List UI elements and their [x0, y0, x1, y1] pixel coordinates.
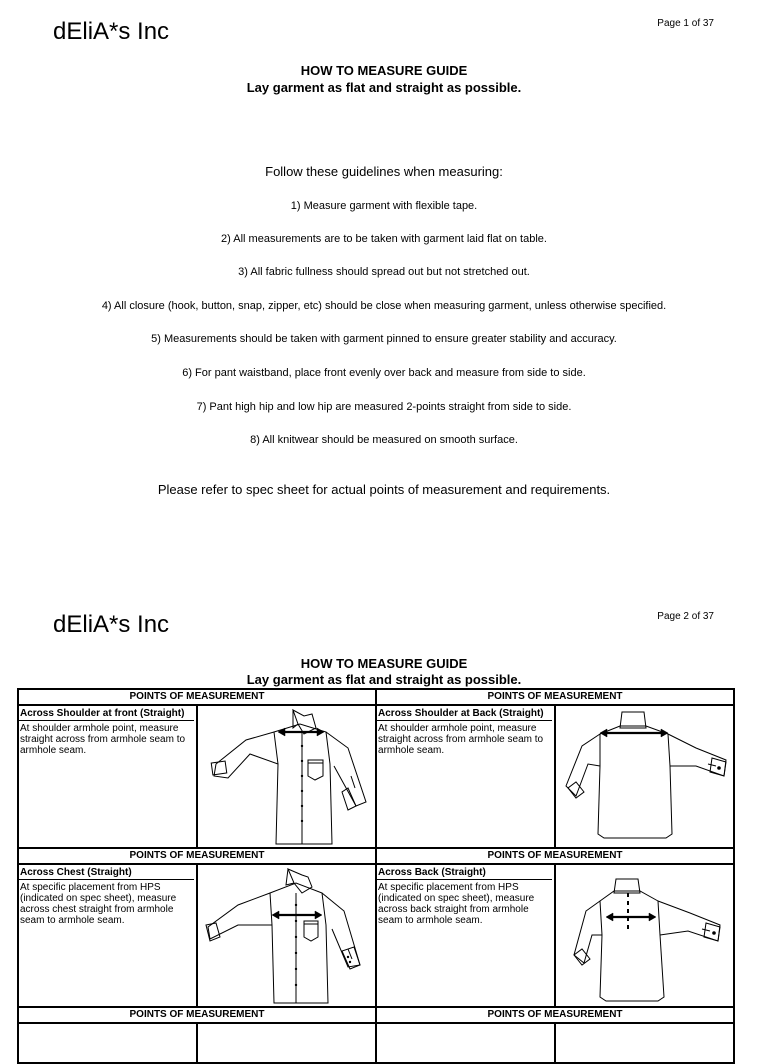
shirt-front-chest-diagram — [197, 864, 376, 1007]
pom-description — [18, 864, 197, 1007]
pom-header: POINTS OF MEASUREMENT — [376, 1007, 734, 1023]
shirt-back-icon — [556, 865, 733, 1006]
pom-instructions: At shoulder armhole point, measure straight across from armhole seam to armhole seam. — [20, 723, 186, 756]
pom-description — [18, 1023, 197, 1063]
pom-title: Across Shoulder at front (Straight) — [19, 706, 194, 721]
company-name: dEliA*s Inc — [53, 611, 170, 638]
points-of-measurement-table — [17, 688, 735, 1064]
guidelines-intro: Follow these guidelines when measuring: — [265, 164, 503, 179]
guide-subtitle: Lay garment as flat and straight as possible. — [246, 80, 522, 95]
guideline-item: 7) Pant high hip and low hip are measured 2-points straight from side to side. — [196, 401, 572, 413]
guideline-item: 1) Measure garment with flexible tape. — [290, 200, 478, 212]
guide-title: HOW TO MEASURE GUIDE — [300, 656, 468, 671]
pom-header: POINTS OF MEASUREMENT — [376, 848, 734, 864]
closing-note: Please refer to spec sheet for actual points of measurement and requirements. — [157, 482, 611, 497]
guideline-item: 8) All knitwear should be measured on smooth surface. — [250, 434, 518, 446]
pom-title: Across Shoulder at Back (Straight) — [377, 706, 552, 721]
shirt-back-icon — [556, 706, 733, 847]
pom-description — [376, 705, 555, 848]
pom-title: Across Back (Straight) — [377, 865, 552, 880]
pom-instructions: At specific placement from HPS (indicated on spec sheet), measure across back straight from armhole seam to armhole seam. — [378, 882, 535, 926]
pom-illustration-cell — [555, 1023, 734, 1063]
shirt-back-across-diagram — [555, 864, 734, 1007]
pom-description — [376, 864, 555, 1007]
pom-illustration-cell — [197, 1023, 376, 1063]
company-name: dEliA*s Inc — [53, 18, 170, 45]
guideline-item: 2) All measurements are to be taken with garment laid flat on table. — [221, 233, 547, 245]
pom-description — [18, 705, 197, 848]
pom-header: POINTS OF MEASUREMENT — [376, 689, 734, 705]
pom-header: POINTS OF MEASUREMENT — [18, 848, 376, 864]
pom-title: Across Chest (Straight) — [19, 865, 194, 880]
guide-subtitle: Lay garment as flat and straight as possible. — [246, 672, 522, 687]
shirt-front-icon — [198, 865, 375, 1006]
pom-description — [376, 1023, 555, 1063]
pom-header: POINTS OF MEASUREMENT — [18, 1007, 376, 1023]
guideline-item: 3) All fabric fullness should spread out but not stretched out. — [238, 266, 530, 278]
shirt-front-icon — [198, 706, 375, 847]
pom-instructions: At shoulder armhole point, measure straight across from armhole seam to armhole seam. — [378, 723, 544, 756]
page-number: Page 1 of 37 — [657, 18, 714, 29]
shirt-front-shoulder-diagram — [197, 705, 376, 848]
page-number: Page 2 of 37 — [657, 611, 714, 622]
guideline-item: 5) Measurements should be taken with garment pinned to ensure greater stability and accuracy. — [151, 333, 617, 345]
pom-instructions: At specific placement from HPS (indicated on spec sheet), measure across chest straight from armhole seam to armhole seam. — [20, 882, 177, 926]
pom-header: POINTS OF MEASUREMENT — [18, 689, 376, 705]
guideline-item: 6) For pant waistband, place front evenly over back and measure from side to side. — [182, 367, 586, 379]
guideline-item: 4) All closure (hook, button, snap, zipper, etc) should be close when measuring garment, unless otherwise specified. — [101, 300, 667, 312]
shirt-back-shoulder-diagram — [555, 705, 734, 848]
guide-title: HOW TO MEASURE GUIDE — [300, 63, 468, 78]
